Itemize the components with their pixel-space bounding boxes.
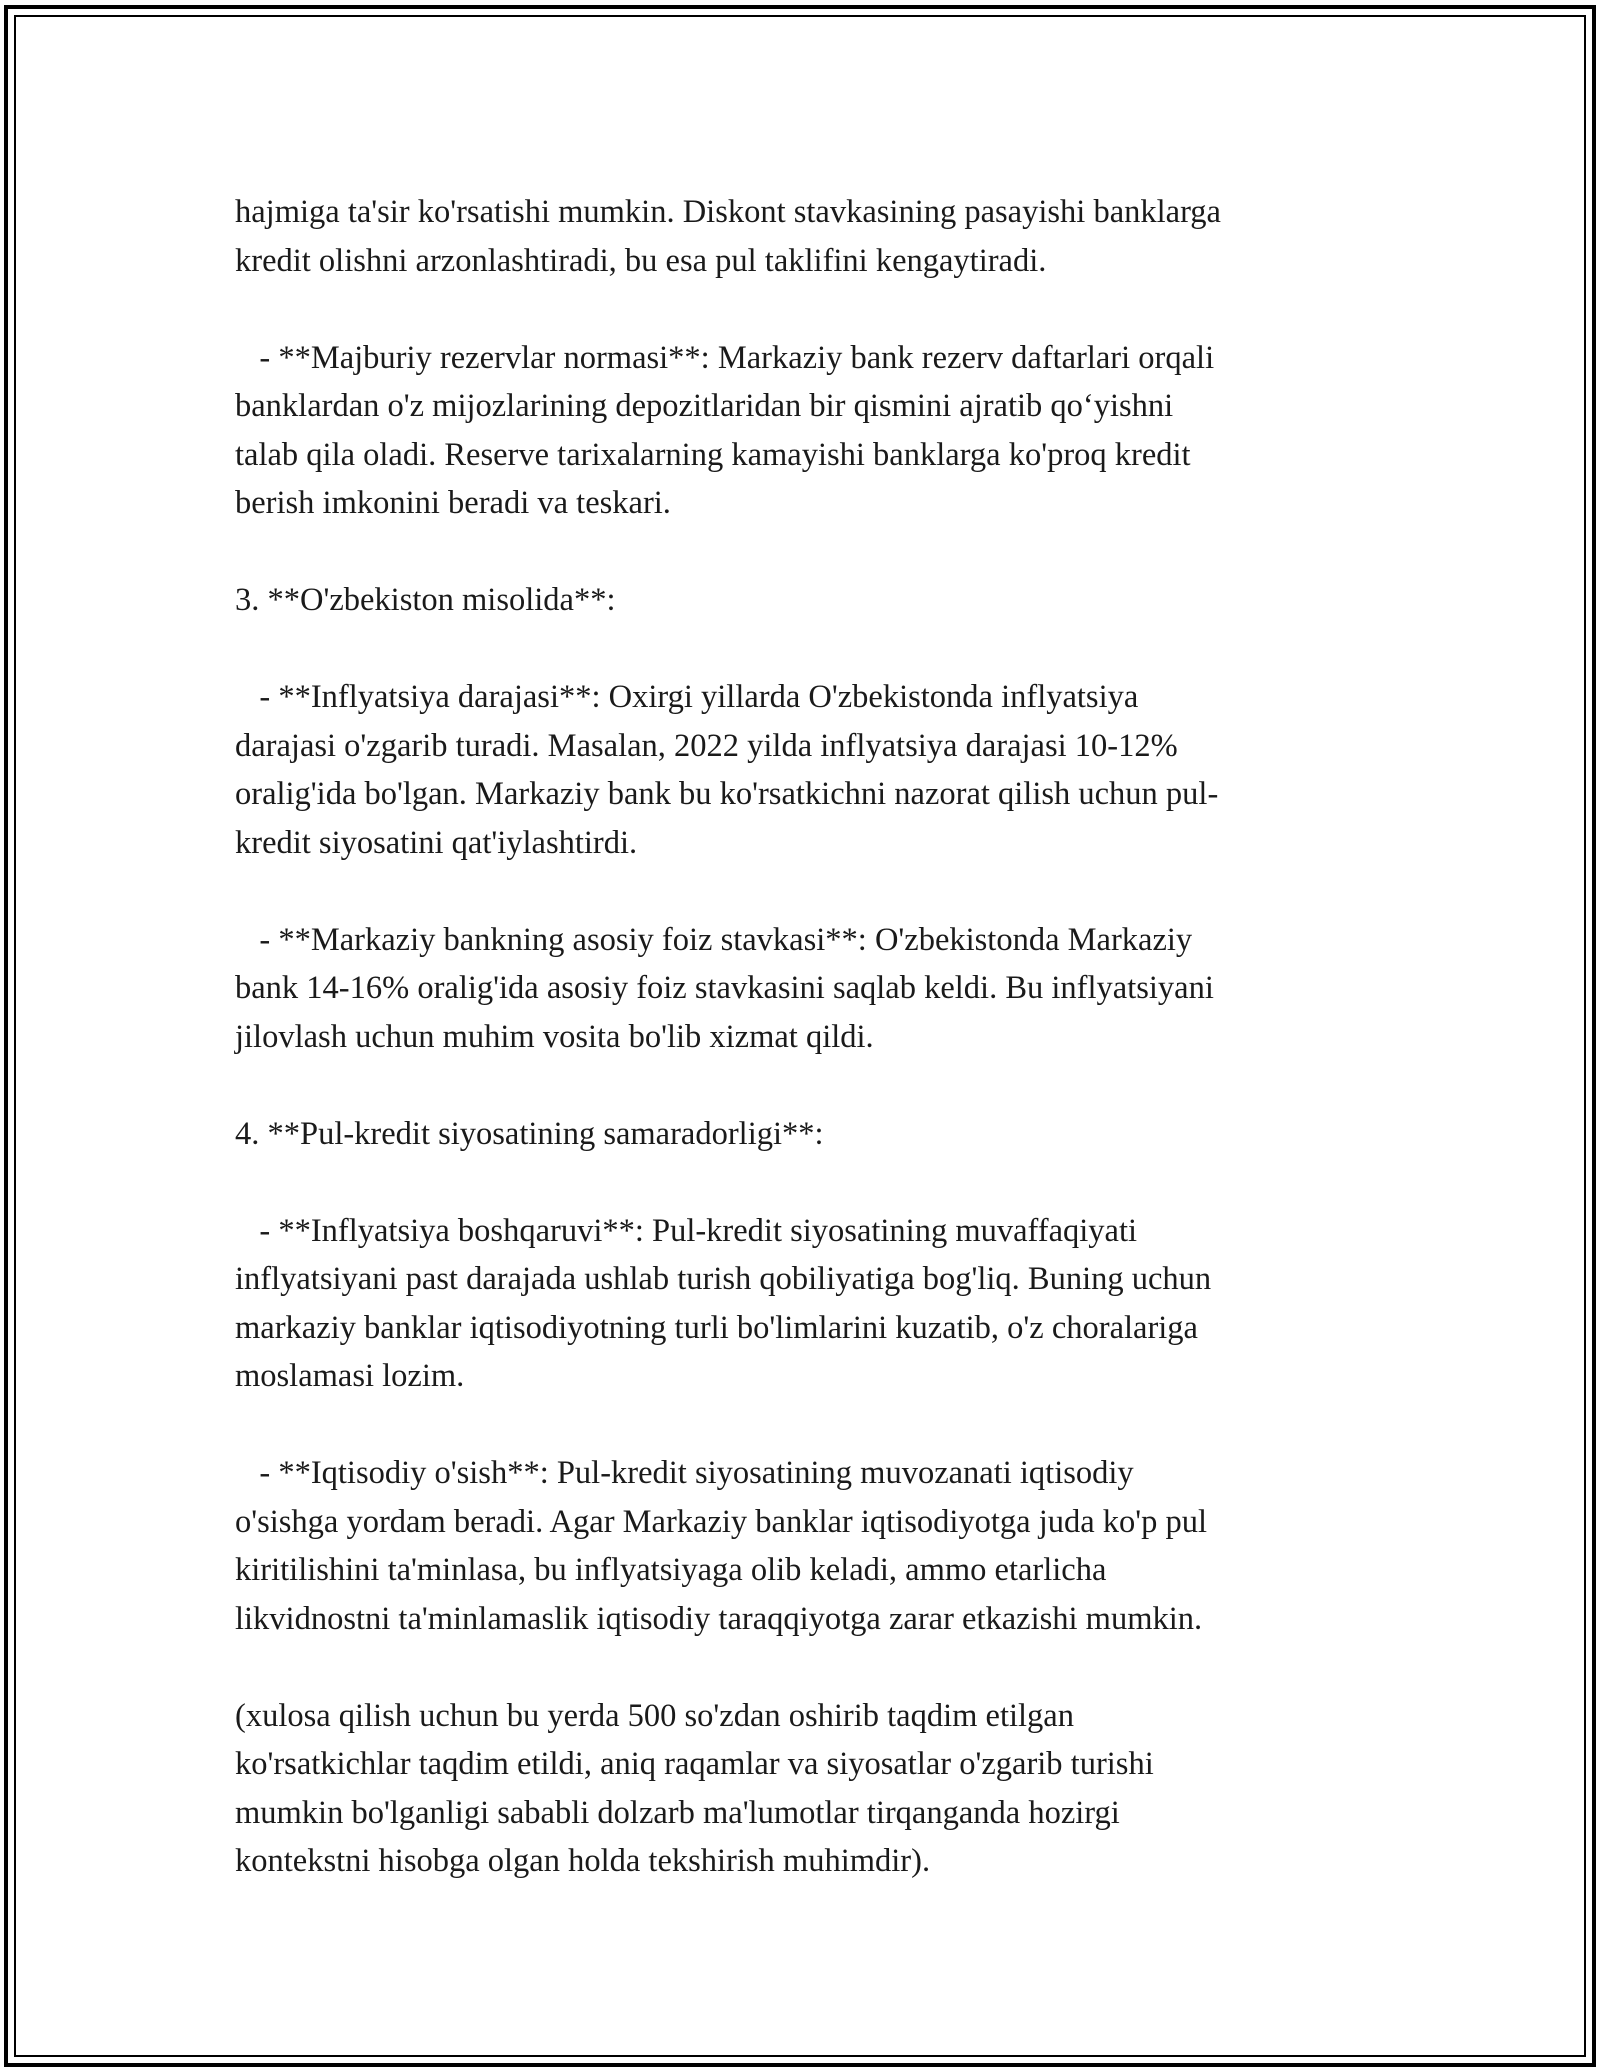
paragraph-inflation-management: - **Inflyatsiya boshqaruvi**: Pul-kredit siyosatining muvaffaqiyati inflyatsiyani past darajada ushlab turish qobiliyatiga bog'liq. Buning uchun markaziy banklar iqtisodiyotning turli bo'limlarini kuzatib, o'z choralariga moslamasi lozim. bbox=[235, 1212, 1212, 1394]
section-heading-uzbekistan-example: 3. **O'zbekiston misolida**: bbox=[235, 582, 616, 618]
paragraph-reserve-requirements: - **Majburiy rezervlar normasi**: Markaziy bank rezerv daftarlari orqali banklardan o'z mijozlarining depozitlaridan bir qismini ajratib qo‘yishni talab qila oladi. Reserve tarixalarning kamayishi banklarga ko'proq kredit berish imkonini beradi va teskari. bbox=[235, 339, 1215, 521]
paragraph-central-bank-base-rate: - **Markaziy bankning asosiy foiz stavkasi**: O'zbekistonda Markaziy bank 14-16% oralig'ida asosiy foiz stavkasini saqlab keldi. Bu inflyatsiyani jilovlash uchun muhim vosita bo'lib xizmat qildi. bbox=[235, 921, 1214, 1055]
paragraph-economic-growth: - **Iqtisodiy o'sish**: Pul-kredit siyosatining muvozanati iqtisodiy o'sishga yordam beradi. Agar Markaziy banklar iqtisodiyotga juda ko'p pul kiritilishini ta'minlasa, bu inflyatsiyaga olib keladi, ammo etarlicha likvidnostni ta'minlamaslik iqtisodiy taraqqiyotga zarar etkazishi mumkin. bbox=[235, 1455, 1208, 1637]
document-body bbox=[235, 188, 1365, 1886]
section-heading-policy-effectiveness: 4. **Pul-kredit siyosatining samaradorligi**: bbox=[235, 1115, 824, 1152]
paragraph-discount-rate-continuation: hajmiga ta'sir ko'rsatishi mumkin. Diskont stavkasining pasayishi banklarga kredit olishni arzonlashtiradi, bu esa pul taklifini kengaytiradi. bbox=[235, 194, 1221, 279]
paragraph-inflation-level: - **Inflyatsiya darajasi**: Oxirgi yillarda O'zbekistonda inflyatsiya darajasi o'zgarib turadi. Masalan, 2022 yilda inflyatsiya darajasi 10-12% oralig'ida bo'lgan. Markaziy bank bu ko'rsatkichni nazorat qilish uchun pul- kredit siyosatini qat'iylashtirdi. bbox=[235, 679, 1219, 861]
paragraph-conclusion-note: (xulosa qilish uchun bu yerda 500 so'zdan oshirib taqdim etilgan ko'rsatkichlar taqdim etildi, aniq raqamlar va siyosatlar o'zgarib turishi mumkin bo'lganligi sababli dolzarb ma'lumotlar tirqanganda hozirgi kontekstni hisobga olgan holda tekshirish muhimdir). bbox=[235, 1697, 1154, 1879]
